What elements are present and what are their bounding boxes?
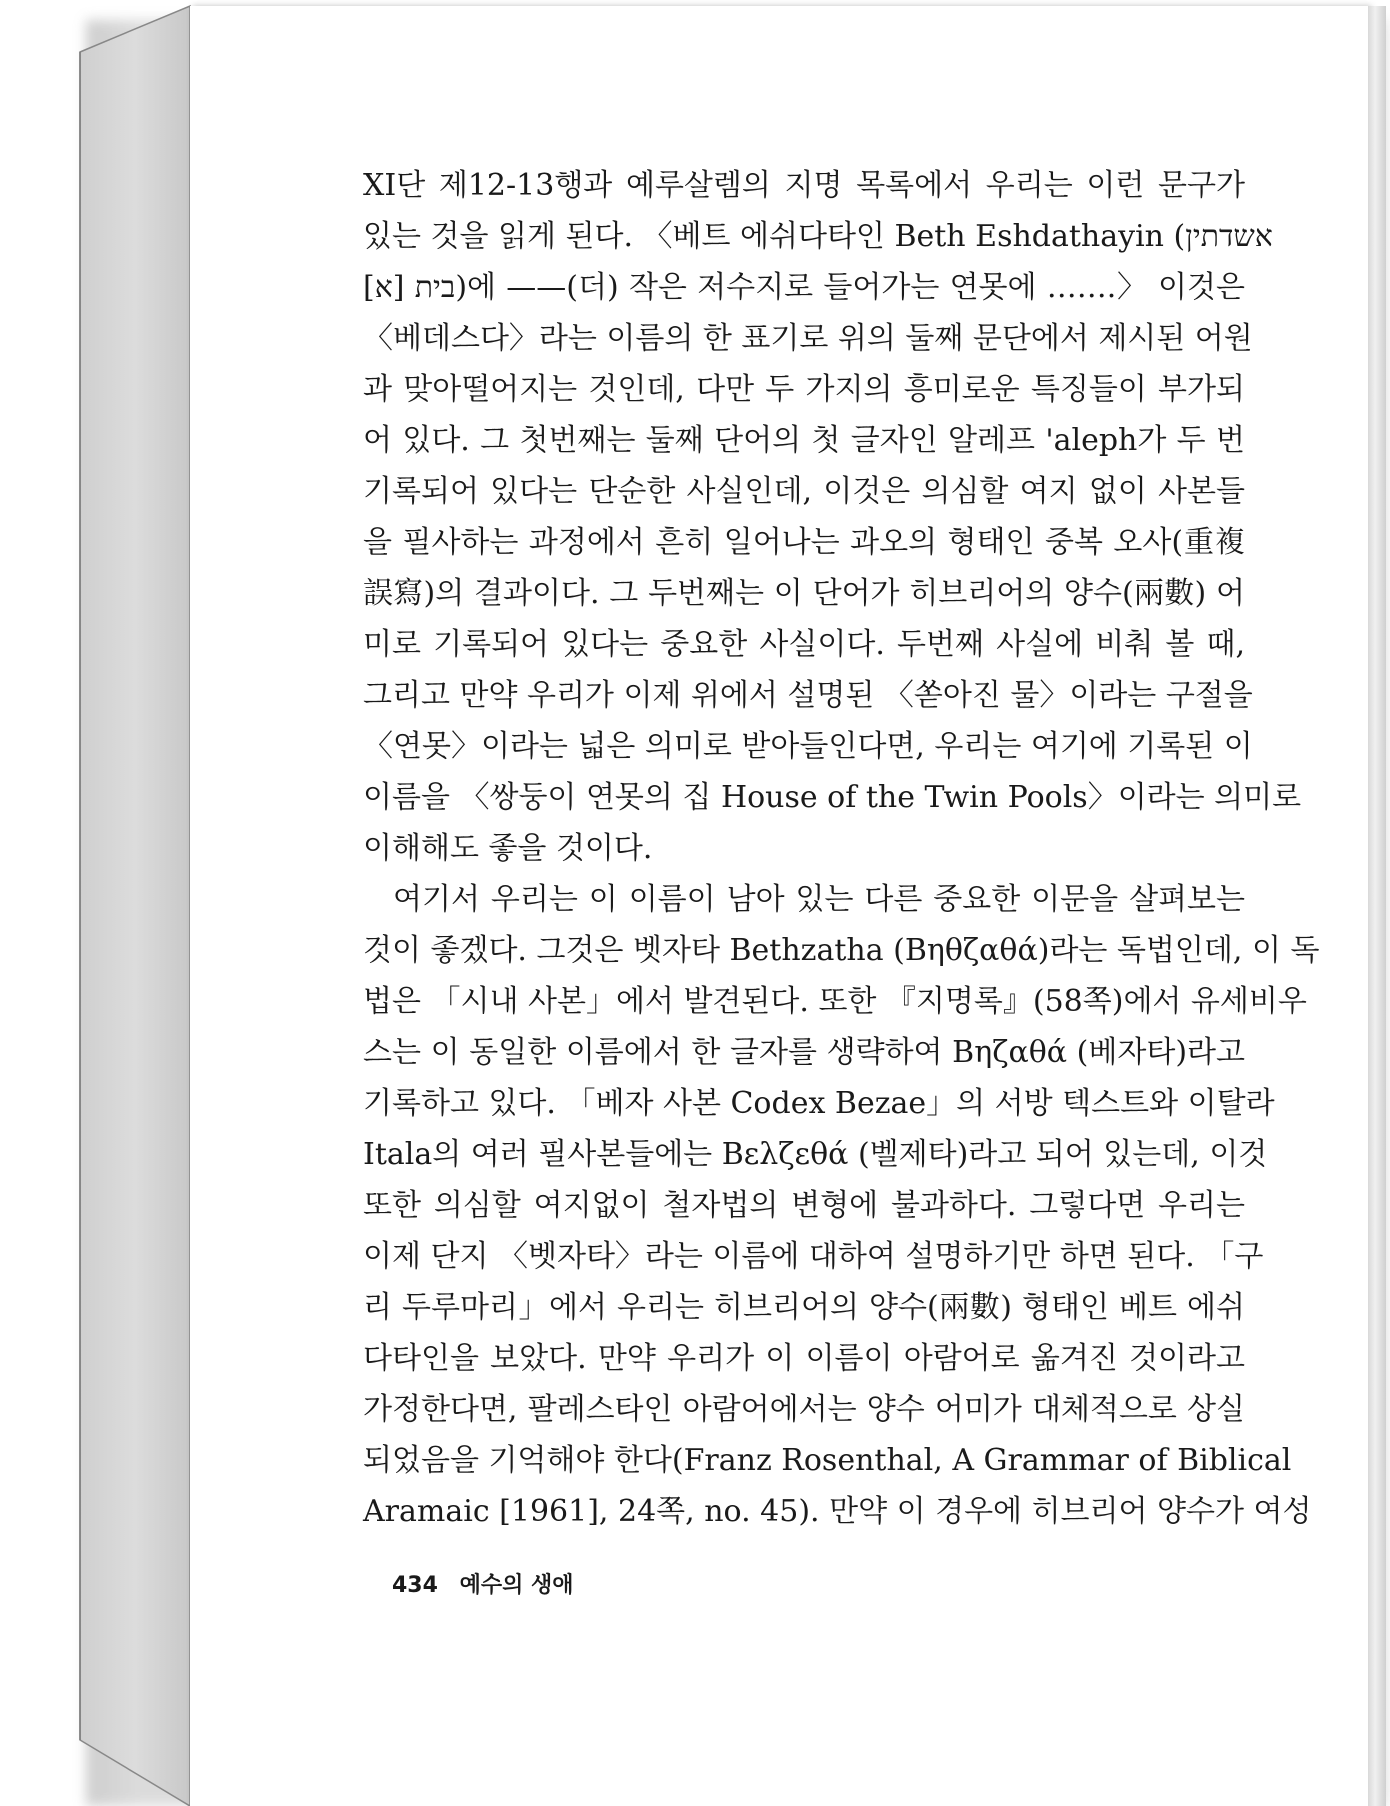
text-line: 여기서 우리는 이 이름이 남아 있는 다른 중요한 이문을 살펴보는 xyxy=(393,882,1245,917)
body-text xyxy=(363,160,1320,1537)
text-line: 되었음을 기억해야 한다(Franz Rosenthal, A Grammar of Biblical xyxy=(363,1443,1292,1478)
text-line: 리 두루마리」에서 우리는 히브리어의 양수(兩數) 형태인 베트 에쉬 xyxy=(363,1290,1245,1325)
text-line: 있는 것을 읽게 된다. 〈베트 에쉬다타인 Beth Eshdathayin (אשדתין xyxy=(363,219,1273,254)
text-line: 그리고 만약 우리가 이제 위에서 설명된 〈쏟아진 물〉이라는 구절을 xyxy=(363,678,1253,713)
text-line: 〈연못〉이라는 넓은 의미로 받아들인다면, 우리는 여기에 기록된 이 xyxy=(363,729,1253,764)
paragraph-1 xyxy=(363,160,1302,874)
text-line: 또한 의심할 여지없이 철자법의 변형에 불과하다. 그렇다면 우리는 xyxy=(363,1188,1245,1223)
text-line: 〈베데스다〉라는 이름의 한 표기로 위의 둘째 문단에서 제시된 어원 xyxy=(363,321,1253,356)
text-line: 과 맞아떨어지는 것인데, 다만 두 가지의 흥미로운 특징들이 부가되 xyxy=(363,372,1245,407)
page-number: 434 xyxy=(392,1573,438,1598)
text-line: 것이 좋겠다. 그것은 벳자타 Bethzatha (Βηθζαθά)라는 독법인데, 이 독 xyxy=(363,933,1320,968)
text-line: 기록되어 있다는 단순한 사실인데, 이것은 의심할 여지 없이 사본들 xyxy=(363,474,1245,509)
paragraph-2 xyxy=(363,874,1320,1537)
page-edge xyxy=(1368,6,1386,1806)
page-footer xyxy=(392,1568,574,1599)
text-line: 이름을 〈쌍둥이 연못의 집 House of the Twin Pools〉이라는 의미로 xyxy=(363,780,1302,815)
text-line: 어 있다. 그 첫번째는 둘째 단어의 첫 글자인 알레프 'aleph가 두 번 xyxy=(363,423,1245,458)
text-line: [א] בית)에 ——(더) 작은 저수지로 들어가는 연못에 …….〉 이것은 xyxy=(363,270,1245,305)
text-line: 이제 단지 〈벳자타〉라는 이름에 대하여 설명하기만 하면 된다. 「구 xyxy=(363,1239,1264,1274)
text-line: 가정한다면, 팔레스타인 아람어에서는 양수 어미가 대체적으로 상실 xyxy=(363,1392,1245,1427)
text-line: 을 필사하는 과정에서 흔히 일어나는 과오의 형태인 중복 오사(重複 xyxy=(363,525,1245,560)
text-line: Itala의 여러 필사본들에는 Βελζεθά (벨제타)라고 되어 있는데, 이것 xyxy=(363,1137,1268,1172)
text-line: 법은 「시내 사본」에서 발견된다. 또한 『지명록』(58쪽)에서 유세비우 xyxy=(363,984,1307,1019)
text-line: Aramaic [1961], 24쪽, no. 45). 만약 이 경우에 히브리어 양수가 여성 xyxy=(363,1494,1312,1529)
text-line: 스는 이 동일한 이름에서 한 글자를 생략하여 Βηζαθά (베자타)라고 xyxy=(363,1035,1245,1070)
text-line: 誤寫)의 결과이다. 그 두번째는 이 단어가 히브리어의 양수(兩數) 어 xyxy=(363,576,1245,611)
text-line: 이해해도 좋을 것이다. xyxy=(363,831,653,866)
text-line: XI단 제12-13행과 예루살렘의 지명 목록에서 우리는 이런 문구가 xyxy=(363,168,1245,203)
text-line: 기록하고 있다. 「베자 사본 Codex Bezae」의 서방 텍스트와 이탈라 xyxy=(363,1086,1275,1121)
running-title: 예수의 생애 xyxy=(459,1573,574,1598)
book-spine-side xyxy=(0,0,200,1806)
text-line: 다타인을 보았다. 만약 우리가 이 이름이 아람어로 옮겨진 것이라고 xyxy=(363,1341,1245,1376)
text-line: 미로 기록되어 있다는 중요한 사실이다. 두번째 사실에 비춰 볼 때, xyxy=(363,627,1245,662)
